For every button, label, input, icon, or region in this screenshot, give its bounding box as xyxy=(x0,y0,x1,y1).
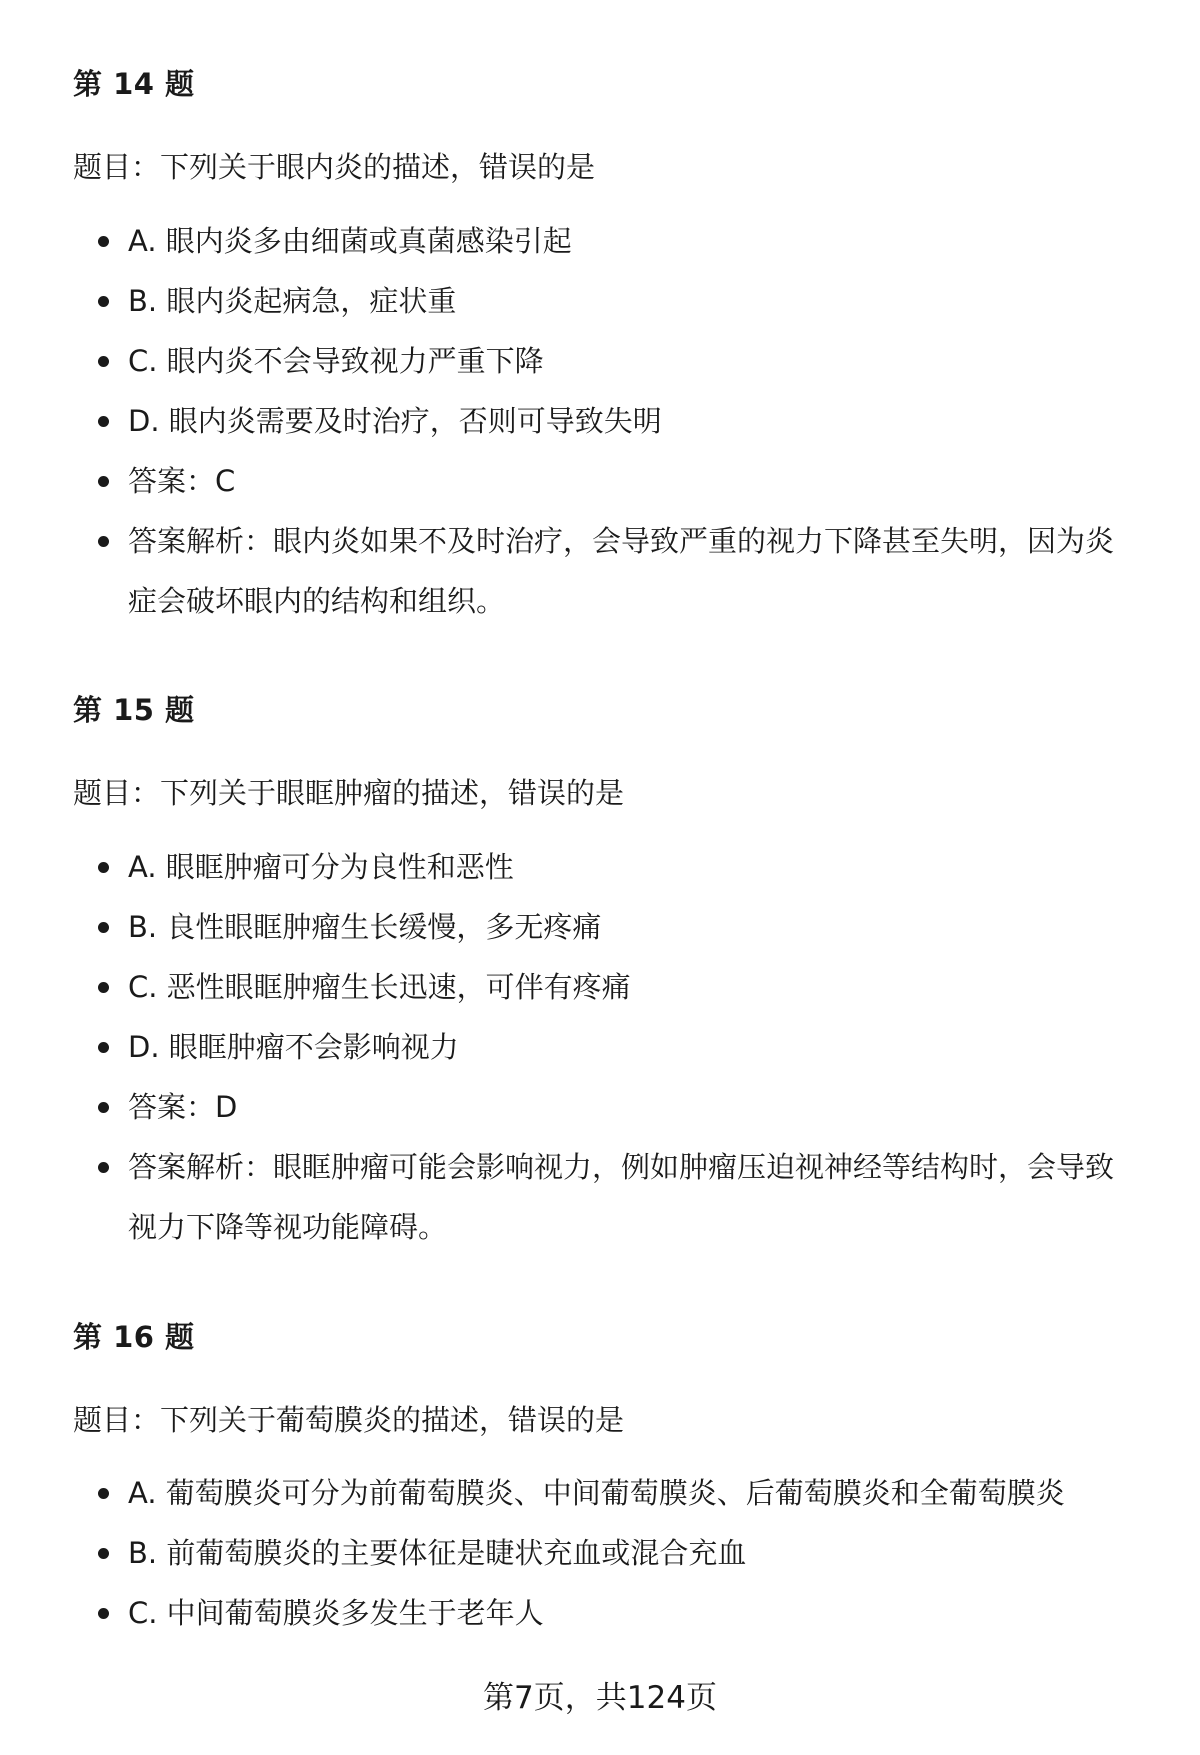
bullet-icon xyxy=(98,1162,109,1173)
bullet-icon xyxy=(98,1608,109,1619)
bullet-icon xyxy=(98,236,109,247)
option-item xyxy=(0,1463,1200,1523)
option-text: B. 眼内炎起病急，症状重 xyxy=(128,284,457,318)
bullet-icon xyxy=(98,356,109,367)
answer-item xyxy=(0,451,1200,511)
option-text: B. 前葡萄膜炎的主要体征是睫状充血或混合充血 xyxy=(128,1536,747,1570)
option-text: C. 恶性眼眶肿瘤生长迅速，可伴有疼痛 xyxy=(128,970,631,1004)
option-item xyxy=(0,897,1200,957)
bullet-icon xyxy=(98,862,109,873)
option-text: D. 眼眶肿瘤不会影响视力 xyxy=(128,1030,459,1064)
bullet-icon xyxy=(98,982,109,993)
bullet-icon xyxy=(98,1488,109,1499)
explanation-item xyxy=(0,1137,1200,1257)
option-item xyxy=(0,211,1200,271)
option-text: B. 良性眼眶肿瘤生长缓慢，多无疼痛 xyxy=(128,910,602,944)
bullet-icon xyxy=(98,1102,109,1113)
question-stem: 题目：下列关于葡萄膜炎的描述，错误的是 xyxy=(73,1403,625,1437)
bullet-icon xyxy=(98,922,109,933)
option-text: A. 眼内炎多由细菌或真菌感染引起 xyxy=(128,224,572,258)
option-item xyxy=(0,331,1200,391)
option-text: C. 中间葡萄膜炎多发生于老年人 xyxy=(128,1596,544,1630)
option-text: A. 眼眶肿瘤可分为良性和恶性 xyxy=(128,850,514,884)
bullet-icon xyxy=(98,1548,109,1559)
option-item xyxy=(0,957,1200,1017)
bullet-icon xyxy=(98,296,109,307)
question-heading: 第 14 题 xyxy=(73,67,195,101)
option-text: A. 葡萄膜炎可分为前葡萄膜炎、中间葡萄膜炎、后葡萄膜炎和全葡萄膜炎 xyxy=(128,1476,1065,1510)
option-list xyxy=(0,211,1200,631)
option-item xyxy=(0,837,1200,897)
explanation-item xyxy=(0,511,1200,631)
page-number: 第7页，共124页 xyxy=(483,1680,717,1716)
question-heading: 第 16 题 xyxy=(73,1320,195,1354)
question-heading: 第 15 题 xyxy=(73,693,195,727)
bullet-icon xyxy=(98,1042,109,1053)
option-item xyxy=(0,271,1200,331)
explanation-text: 答案解析：眼眶肿瘤可能会影响视力，例如肿瘤压迫视神经等结构时，会导致视力下降等视功能障碍。 xyxy=(128,1150,1115,1244)
bullet-icon xyxy=(98,416,109,427)
explanation-text: 答案解析：眼内炎如果不及时治疗，会导致严重的视力下降甚至失明，因为炎症会破坏眼内的结构和组织。 xyxy=(128,524,1115,618)
answer-text: 答案：C xyxy=(128,464,236,498)
option-list xyxy=(0,837,1200,1257)
question-stem: 题目：下列关于眼眶肿瘤的描述，错误的是 xyxy=(73,776,625,810)
answer-text: 答案：D xyxy=(128,1090,238,1124)
answer-item xyxy=(0,1077,1200,1137)
bullet-icon xyxy=(98,476,109,487)
option-list xyxy=(0,1463,1200,1643)
option-item xyxy=(0,1523,1200,1583)
option-text: D. 眼内炎需要及时治疗，否则可导致失明 xyxy=(128,404,662,438)
question-stem: 题目：下列关于眼内炎的描述，错误的是 xyxy=(73,150,596,184)
bullet-icon xyxy=(98,536,109,547)
option-text: C. 眼内炎不会导致视力严重下降 xyxy=(128,344,544,378)
option-item xyxy=(0,1583,1200,1643)
option-item xyxy=(0,391,1200,451)
option-item xyxy=(0,1017,1200,1077)
